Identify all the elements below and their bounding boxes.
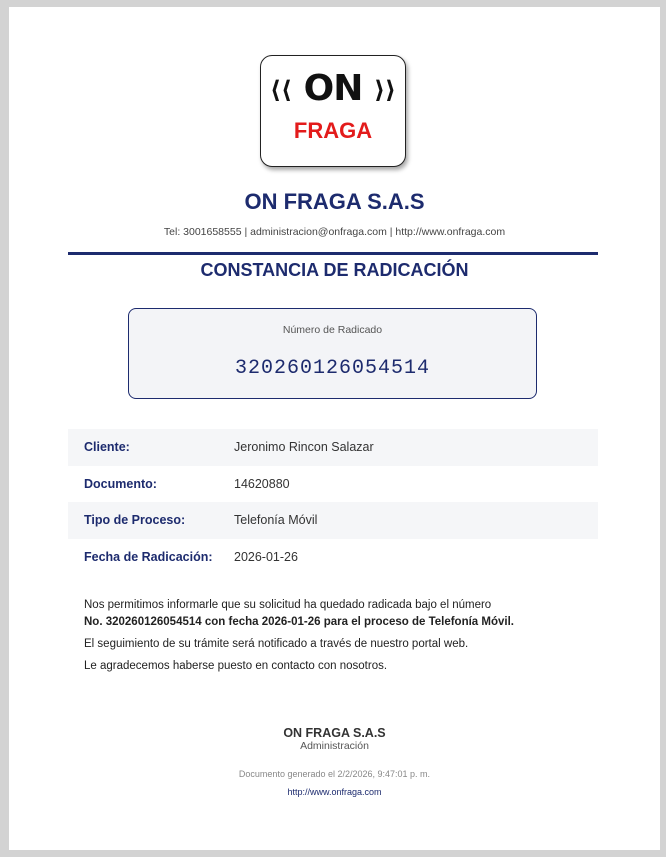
details-label: Cliente: bbox=[84, 440, 130, 455]
company-name: ON FRAGA S.A.S bbox=[244, 189, 425, 214]
signal-waves-right-icon: ⟩⟩ bbox=[374, 76, 396, 104]
generated-timestamp: Documento generado el 2/2/2026, 9:47:01 p. m. bbox=[238, 769, 431, 779]
document-page bbox=[9, 7, 660, 850]
notification-message bbox=[84, 597, 584, 675]
signal-waves-left-icon: ⟨⟨ bbox=[270, 76, 292, 104]
details-value: Telefonía Móvil bbox=[234, 513, 318, 528]
message-line: El seguimiento de su trámite será notificado a través de nuestro portal web. bbox=[84, 638, 469, 650]
details-row-cliente bbox=[68, 429, 598, 466]
document-title: CONSTANCIA DE RADICACIÓN bbox=[200, 260, 469, 280]
details-row-tipo-proceso bbox=[68, 502, 598, 539]
message-line: Nos permitimos informarle que su solicitud ha quedado radicada bajo el número bbox=[84, 599, 492, 611]
details-row-fecha bbox=[68, 539, 598, 576]
signature-company: ON FRAGA S.A.S bbox=[283, 726, 386, 740]
details-label: Fecha de Radicación: bbox=[84, 549, 213, 564]
logo-on-text: ON bbox=[303, 68, 363, 109]
details-value: 14620880 bbox=[234, 476, 290, 491]
website-link[interactable]: http://www.onfraga.com bbox=[287, 787, 382, 797]
details-label: Tipo de Proceso: bbox=[84, 513, 186, 528]
details-label: Documento: bbox=[84, 476, 157, 491]
details-value: Jeronimo Rincon Salazar bbox=[234, 440, 374, 455]
details-value: 2026-01-26 bbox=[234, 549, 298, 564]
radicado-label: Número de Radicado bbox=[282, 324, 383, 336]
signature-department: Administración bbox=[300, 740, 369, 752]
message-line: Le agradecemos haberse puesto en contacto con nosotros. bbox=[84, 660, 388, 672]
company-logo bbox=[260, 55, 406, 167]
radicado-number: 320260126054514 bbox=[234, 357, 431, 380]
radicado-box bbox=[128, 308, 537, 399]
company-contact: Tel: 3001658555 | administracion@onfraga.com | http://www.onfraga.com bbox=[163, 226, 506, 238]
details-table bbox=[68, 429, 598, 575]
logo-fraga-text: FRAGA bbox=[293, 118, 373, 143]
header-divider bbox=[68, 252, 598, 255]
details-row-documento bbox=[68, 466, 598, 503]
message-line-bold: No. 320260126054514 con fecha 2026-01-26 para el proceso de Telefonía Móvil. bbox=[84, 616, 514, 628]
